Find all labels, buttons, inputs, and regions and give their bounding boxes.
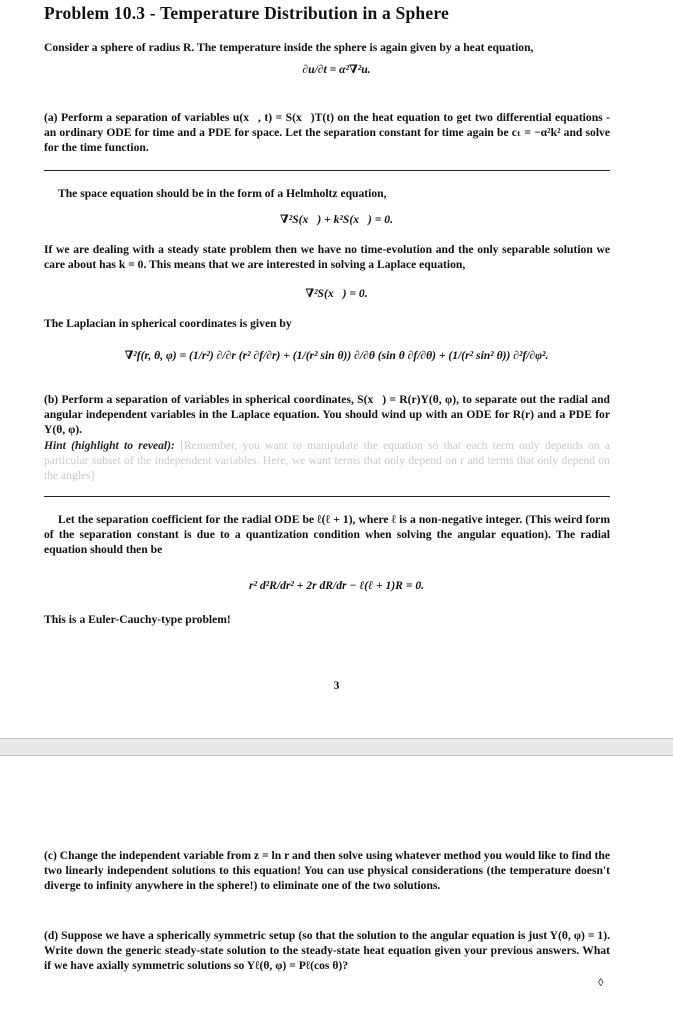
- part-c: (c) Change the independent variable from z = ln r and then solve using whatever method you would like to find the two linearly independent solutions to this equation! You can use physical considerations (the temperature doesn't diverge to infinity anywhere in the sphere!) to eliminate one of the two solutions.: [44, 849, 610, 892]
- helmholtz-equation: ∇²S(x⃗) + k²S(x⃗) = 0.: [280, 213, 393, 226]
- space-equation-intro: The space equation should be in the form of a Helmholtz equation,: [58, 187, 387, 200]
- page-number: 3: [333, 679, 340, 692]
- page-break: [0, 738, 673, 756]
- laplace-equation: ∇²S(x⃗) = 0.: [305, 287, 368, 300]
- steady-state-paragraph: If we are dealing with a steady state problem then we have no time-evolution and the only separable solution we care about has k = 0. This means that we are interested in solving a Laplace equation,: [44, 243, 610, 271]
- hint-hidden-text[interactable]: [Remember, you want to manipulate the equation so that each term only depends on a particular subset of the independent variables. Here, we want terms that only depend on r and terms that only depend on the angles]: [44, 439, 611, 482]
- end-of-problem-icon: ◊: [598, 977, 604, 989]
- intro-paragraph: Consider a sphere of radius R. The temperature inside the sphere is again given by a heat equation,: [44, 41, 534, 54]
- laplacian-intro: The Laplacian in spherical coordinates is given by: [44, 317, 292, 330]
- heat-equation: [0, 62, 673, 77]
- part-d: (d) Suppose we have a spherically symmetric setup (so that the solution to the angular equation is just Y(θ, φ) = 1). Write down the generic steady-state solution to the steady-state heat equation given your previous answers. What if we have axially symmetric solutions so Yℓ(θ, φ) = Pℓ(cos θ)?: [44, 929, 610, 972]
- heat-equation-text: ∂u/∂t = α²∇²u.: [302, 63, 371, 76]
- radial-equation: r² d²R/dr² + 2r dR/dr − ℓ(ℓ + 1)R = 0.: [248, 579, 425, 592]
- laplacian-equation: ∇²f(r, θ, φ) = (1/r²) ∂/∂r (r² ∂f/∂r) + (1/(r² sin θ)) ∂/∂θ (sin θ ∂f/∂θ) + (1/(r² sin² θ)) ∂²f/∂φ².: [124, 349, 549, 362]
- hint-label: Hint (highlight to reveal):: [44, 439, 175, 452]
- euler-cauchy-note: This is a Euler-Cauchy-type problem!: [44, 613, 231, 626]
- divider-2: [44, 496, 610, 497]
- problem-title: Problem 10.3 - Temperature Distribution in a Sphere: [44, 3, 449, 23]
- part-b: (b) Perform a separation of variables in spherical coordinates, S(x⃗) = R(r)Y(θ, φ), to separate out the radial and angular independent variables in the Laplace equation. You should wind up with an ODE for R(r) and a PDE for Y(θ, φ).: [44, 393, 610, 436]
- part-a: (a) Perform a separation of variables u(x⃗, t) = S(x⃗)T(t) on the heat equation to get two differential equations - an ordinary ODE for time and a PDE for space. Let the separation constant for time again be cₜ = −α²k² and solve for the time function.: [44, 111, 610, 154]
- hint-block[interactable]: [44, 438, 610, 483]
- radial-paragraph: Let the separation coefficient for the radial ODE be ℓ(ℓ + 1), where ℓ is a non-negative integer. (This weird form of the separation constant is due to a quantization condition when solving the angular equation). The radial equation should then be: [44, 513, 610, 556]
- divider-1: [44, 170, 610, 171]
